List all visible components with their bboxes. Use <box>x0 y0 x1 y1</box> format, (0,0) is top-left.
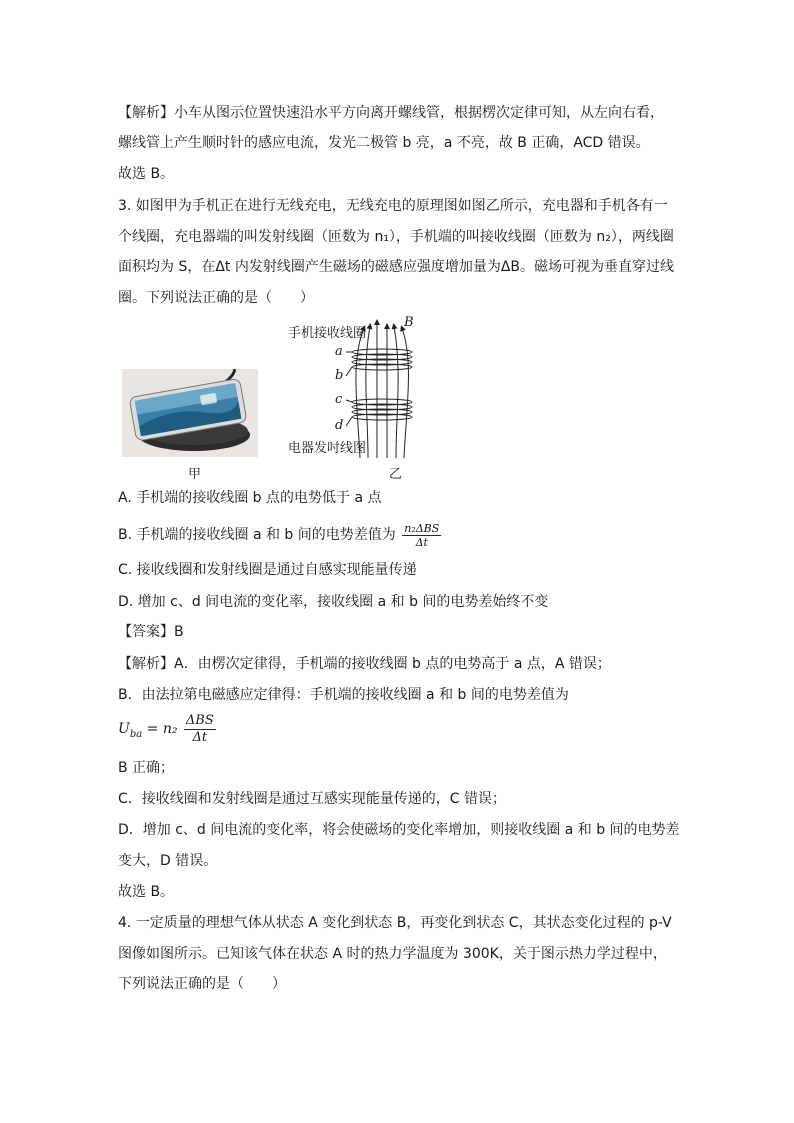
explanation-line-1: 【解析】小车从图示位置快速沿水平方向离开螺线管，根据楞次定律可知，从左向右看， <box>118 105 664 121</box>
explanation-d-line-1: D．增加 c、d 间电流的变化率，将会使磁场的变化率增加，则接收线圈 a 和 b 间的电势差 <box>118 822 680 838</box>
photo-phone-charging <box>122 369 258 457</box>
equation-u-subscript: ba <box>129 728 143 740</box>
answer-line: 【答案】B <box>118 624 184 640</box>
point-d-label: d <box>335 418 344 433</box>
point-b-label: b <box>335 368 344 383</box>
figure-yi-caption: 乙 <box>389 467 403 482</box>
conclusion-line: 故选 B。 <box>118 166 175 182</box>
explanation-d-line-2: 变大，D 错误。 <box>118 853 218 869</box>
option-b-text: B. 手机端的接收线圈 a 和 b 间的电势差值为 <box>118 527 396 543</box>
question-4-line-1: 4. 一定质量的理想气体从状态 A 变化到状态 B，再变化到状态 C，其状态变化过程的 p-V <box>118 915 672 931</box>
question-3-line-3: 面积均为 S，在Δt 内发射线圈产生磁场的磁感应强度增加量为ΔB。磁场可视为垂直穿过线 <box>118 259 675 275</box>
explanation-a: 【解析】A．由楞次定律得，手机端的接收线圈 b 点的电势高于 a 点，A 错误； <box>118 656 611 672</box>
equation-u-ba <box>118 712 218 752</box>
option-a: A. 手机端的接收线圈 b 点的电势低于 a 点 <box>118 490 382 506</box>
conclusion-line-2: 故选 B。 <box>118 884 175 900</box>
question-4-line-2: 图像如图所示。已知该气体在状态 A 时的热力学温度为 300K，关于图示热力学过程中， <box>118 946 667 962</box>
option-b-numerator: n₂ΔBS <box>404 521 440 535</box>
option-b <box>118 520 443 550</box>
equation-eq-n2: = n₂ <box>146 721 178 737</box>
equation-denominator: Δt <box>192 729 208 745</box>
question-3-line-4: 圈。下列说法正确的是（ ） <box>118 290 314 306</box>
equation-u: U <box>118 721 130 737</box>
point-c-label: c <box>335 392 343 407</box>
figure-jia-caption: 甲 <box>188 467 202 482</box>
explanation-c: C．接收线圈和发射线圈是通过互感实现能量传递的，C 错误； <box>118 791 506 807</box>
point-a-label: a <box>335 344 343 359</box>
option-c: C. 接收线圈和发射线圈是通过自感实现能量传递 <box>118 562 417 578</box>
option-b-denominator: Δt <box>415 535 428 549</box>
question-4-line-3: 下列说法正确的是（ ） <box>118 976 286 992</box>
equation-fraction <box>184 713 216 746</box>
receiver-coil-label: 手机接收线圈 <box>288 326 367 341</box>
equation-numerator: ΔBS <box>185 712 214 728</box>
explanation-b: B．由法拉第电磁感应定律得：手机端的接收线圈 a 和 b 间的电势差值为 <box>118 687 569 703</box>
magnetic-field-label: B <box>404 315 414 330</box>
question-3-line-2: 个线圈，充电器端的叫发射线圈（匝数为 n₁），手机端的叫接收线圈（匝数为 n₂），两线圈 <box>118 229 674 245</box>
question-3-line-1: 3. 如图甲为手机正在进行无线充电，无线充电的原理图如图乙所示，充电器和手机各有一 <box>118 198 668 214</box>
transmitter-coil-label: 电器发吋线图 <box>288 441 367 456</box>
option-d: D. 增加 c、d 间电流的变化率，接收线圈 a 和 b 间的电势差始终不变 <box>118 594 549 610</box>
option-b-fraction <box>402 522 441 549</box>
explanation-line-2: 螺线管上产生顺时针的感应电流，发光二极管 b 亮，a 不亮，故 B 正确，ACD 错误。 <box>118 135 650 151</box>
explanation-b-result: B 正确； <box>118 760 175 776</box>
